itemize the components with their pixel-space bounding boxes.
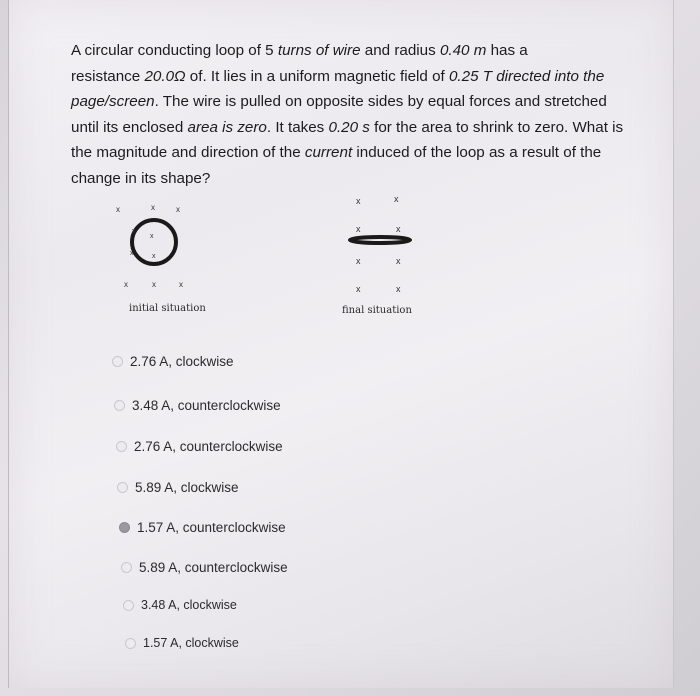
answer-option[interactable]: [125, 636, 239, 650]
field-cross: x: [396, 256, 401, 266]
field-cross: x: [124, 280, 128, 289]
answer-option-label: 2.76 A, counterclockwise: [134, 439, 283, 454]
flattened-loop: [350, 237, 410, 243]
answer-option-label: 5.89 A, counterclockwise: [139, 560, 288, 575]
answer-option[interactable]: [116, 439, 283, 454]
final-situation-figure: [334, 190, 444, 320]
answer-option[interactable]: [112, 354, 234, 369]
answer-option-label: 3.48 A, clockwise: [141, 598, 237, 612]
field-cross: x: [116, 205, 120, 214]
field-cross: x: [152, 280, 156, 289]
final-situation-caption: final situation: [342, 305, 412, 316]
radio-button[interactable]: [121, 562, 132, 573]
answer-option-label: 2.76 A, clockwise: [130, 354, 234, 369]
answer-option[interactable]: [123, 598, 237, 612]
answer-option-label: 1.57 A, clockwise: [143, 636, 239, 650]
question-line-1: A circular conducting loop of 5 turns of wire and radius 0.40 m has a: [71, 42, 528, 59]
answer-option-label: 3.48 A, counterclockwise: [132, 398, 281, 413]
question-text: [71, 38, 661, 191]
field-cross: x: [356, 224, 361, 234]
field-cross: x: [356, 196, 361, 206]
field-cross: x: [396, 284, 401, 294]
initial-situation-figure: [104, 200, 214, 320]
answer-option[interactable]: [114, 398, 281, 413]
field-cross: x: [394, 194, 399, 204]
answer-option-label: 5.89 A, clockwise: [135, 480, 239, 495]
field-cross: x: [130, 250, 134, 257]
radio-button[interactable]: [116, 441, 127, 452]
answer-option[interactable]: [121, 560, 288, 575]
field-cross: x: [150, 233, 154, 240]
question-line-6: change in its shape?: [71, 169, 211, 187]
field-cross: x: [356, 256, 361, 266]
initial-situation-caption: initial situation: [129, 303, 206, 314]
radio-button[interactable]: [117, 482, 128, 493]
question-line-3: page/screen. The wire is pulled on opposite sides by equal forces and stretched: [71, 93, 607, 110]
answer-option[interactable]: [117, 480, 239, 495]
answer-option-label: 1.57 A, counterclockwise: [137, 520, 286, 535]
field-cross: x: [356, 284, 361, 294]
radio-button-selected[interactable]: [119, 522, 130, 533]
question-line-5: the magnitude and direction of the current induced of the loop as a result of the: [71, 144, 602, 161]
question-line-4: until its enclosed area is zero. It takes 0.20 s for the area to shrink to zero. What is: [71, 118, 624, 136]
final-loop-diagram: [334, 190, 434, 300]
field-cross: x: [176, 205, 180, 214]
question-line-2: resistance 20.0Ω of. It lies in a uniform magnetic field of 0.25 T directed into the: [71, 67, 605, 85]
field-cross: x: [152, 253, 156, 260]
answer-option-selected[interactable]: [119, 520, 286, 535]
field-cross: x: [396, 224, 401, 234]
field-cross: x: [151, 203, 155, 212]
field-cross: x: [179, 280, 183, 289]
question-sheet: [8, 0, 674, 688]
radio-button[interactable]: [123, 600, 134, 611]
radio-button[interactable]: [114, 400, 125, 411]
radio-button[interactable]: [125, 638, 136, 649]
field-cross: x: [132, 228, 136, 235]
initial-loop-diagram: [104, 200, 214, 300]
radio-button[interactable]: [112, 356, 123, 367]
